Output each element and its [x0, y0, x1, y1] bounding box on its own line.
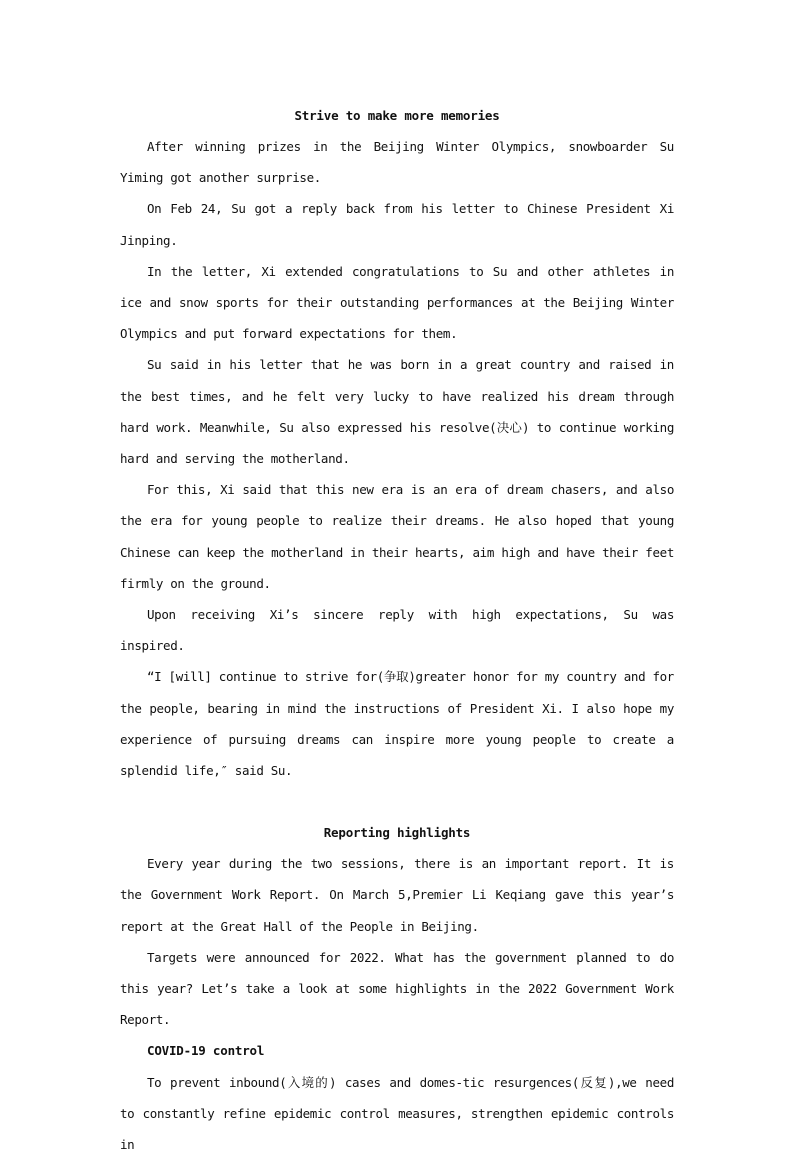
paragraph: To prevent inbound(入境的) cases and domes-tic resurgences(反复),we need to constantly refine epidemic control measures, strengthen epidemic controls in	[120, 1074, 674, 1153]
paragraph: Targets were announced for 2022. What has the government planned to do this year? Let’s take a look at some highlights in the 2022 Government Work Report.	[120, 949, 674, 1028]
paragraph-quote: “I [will] continue to strive for(争取)greater honor for my country and for the people, bearing in mind the instructions of President Xi. I also hope my experience of pursuing dreams can inspire more young people to create a splendid life,″ said Su.	[120, 669, 674, 779]
paragraph: Upon receiving Xi’s sincere reply with high expectations, Su was inspired.	[120, 607, 674, 654]
section-title-memories: Strive to make more memories	[294, 108, 500, 123]
paragraph: In the letter, Xi extended congratulations to Su and other athletes in ice and snow sports for their outstanding performances at the Beijing Winter Olympics and put forward expectations for them.	[120, 263, 674, 342]
section-spacer	[120, 786, 674, 817]
subheading-covid-control: COVID-19 control	[147, 1043, 265, 1059]
paragraph: Every year during the two sessions, there is an important report. It is the Government Work Report. On March 5,Premier Li Keqiang gave this year’s report at the Great Hall of the People in Beijing.	[120, 856, 674, 934]
section-title-highlights: Reporting highlights	[323, 825, 471, 841]
document-content	[120, 100, 674, 1160]
paragraph: Su said in his letter that he was born in a great country and raised in the best times, and he felt very lucky to have realized his dream through hard work. Meanwhile, Su also expressed his resolve(决心) to continue working hard and serving the motherland.	[120, 357, 674, 467]
paragraph: For this, Xi said that this new era is an era of dream chasers, and also the era for young people to realize their dreams. He also hoped that young Chinese can keep the motherland in their hearts, aim high and have their feet firmly on the ground.	[120, 482, 674, 591]
paragraph: After winning prizes in the Beijing Winter Olympics, snowboarder Su Yiming got another surprise.	[120, 139, 674, 186]
paragraph: On Feb 24, Su got a reply back from his letter to Chinese President Xi Jinping.	[120, 201, 674, 248]
